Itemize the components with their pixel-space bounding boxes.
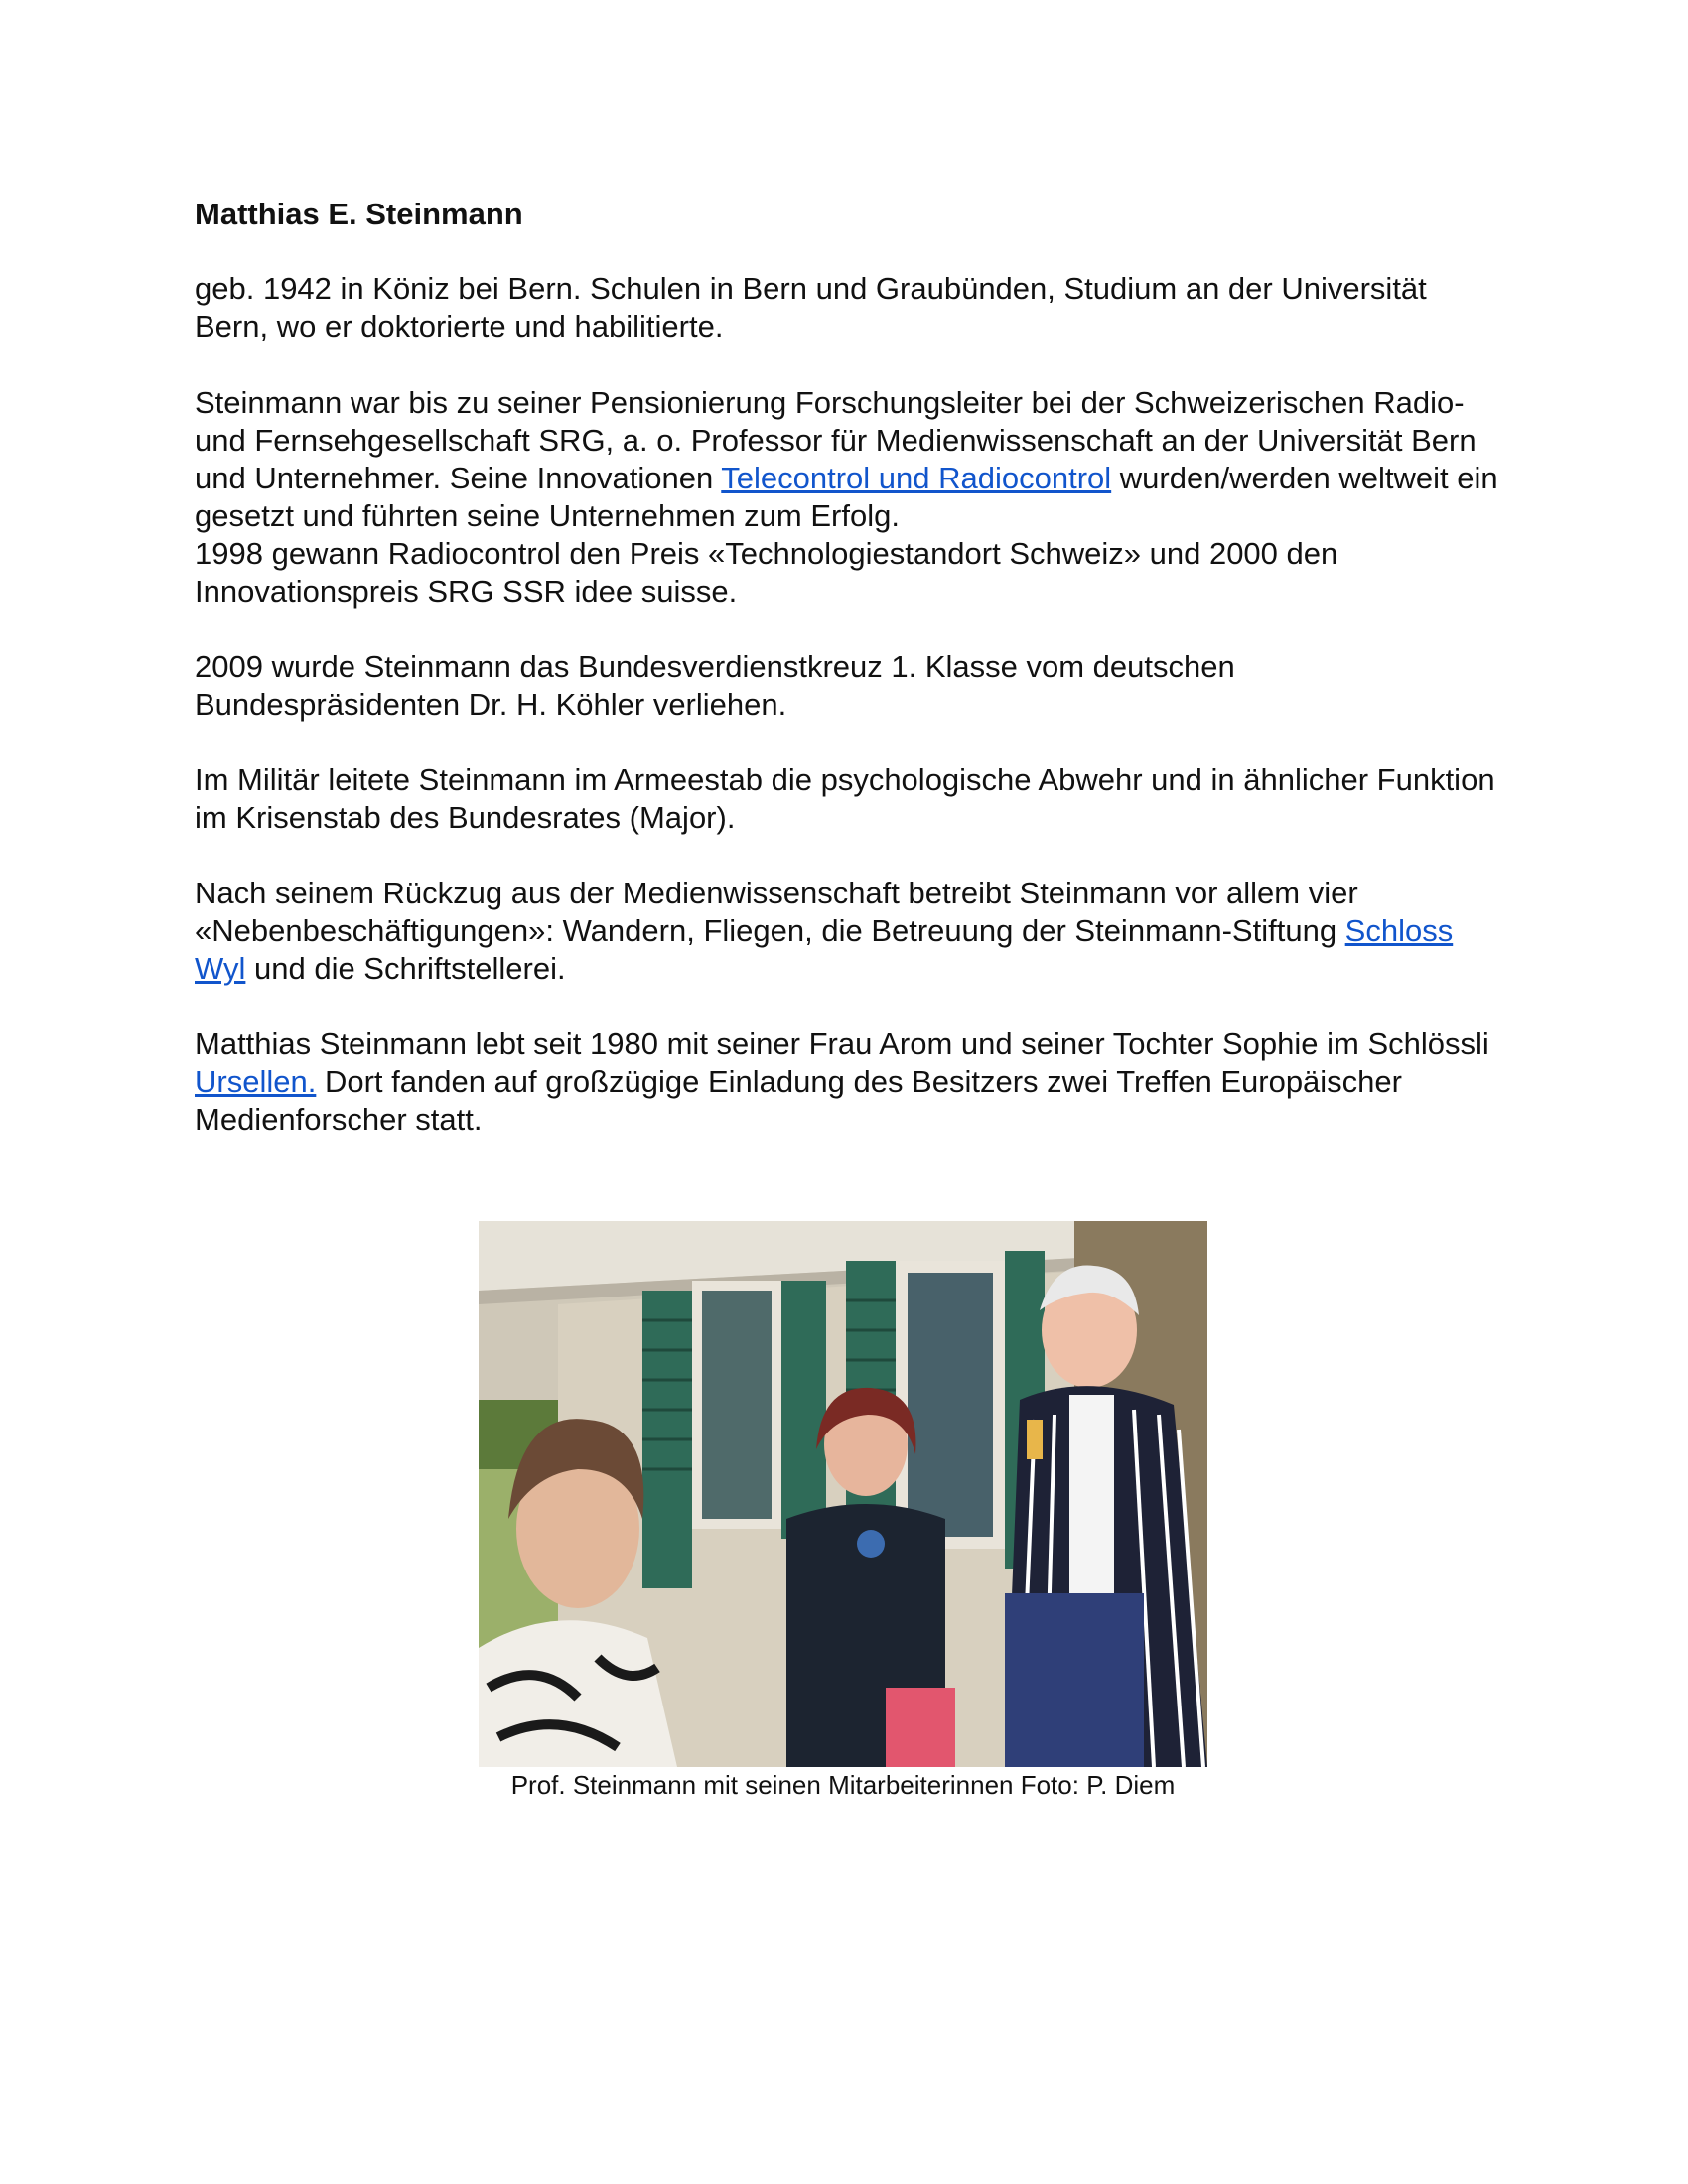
paragraph-birth: geb. 1942 in Köniz bei Bern. Schulen in Bern und Graubünden, Studium an der Universität Bern, wo er doktorierte und habilitierte. [195, 271, 1427, 343]
schloss-wyl-link[interactable]: Schloss Wyl [195, 913, 1454, 986]
group-photo-illustration [479, 1221, 1207, 1767]
career-awards-text: 1998 gewann Radiocontrol den Preis «Technologiestandort Schweiz» und 2000 den Innovationspreis SRG SSR idee suisse. [195, 536, 1338, 609]
paragraph-military: Im Militär leitete Steinmann im Armeestab die psychologische Abwehr und in ähnlicher Funktion im Krisenstab des Bundesrates (Major). [195, 762, 1495, 835]
residence-text-end: Dort fanden auf großzügige Einladung des Besitzers zwei Treffen Europäischer Medienforscher statt. [195, 1064, 1402, 1137]
ursellen-link[interactable]: Ursellen. [195, 1064, 317, 1099]
career-text-start: Steinmann war bis zu seiner Pensionierung Forschungsleiter bei der Schweizerischen Radio- und Fernsehgesellschaft SRG, a. o. Professor für Medienwissenschaft an der Universität Bern und Unternehmer. Seine Innovationen [195, 385, 1477, 495]
photo-caption: Prof. Steinmann mit seinen Mitarbeiterinnen Foto: P. Diem [510, 1770, 1176, 1800]
group-photo [479, 1221, 1207, 1767]
retirement-text-end: und die Schriftstellerei. [245, 951, 566, 986]
retirement-text-start: Nach seinem Rückzug aus der Medienwissenschaft betreibt Steinmann vor allem vier «Nebenbeschäftigungen»: Wandern, Fliegen, die Betreuung der Steinmann-Stiftung [195, 876, 1358, 948]
page-title: Matthias E. Steinmann [195, 197, 523, 231]
paragraph-retirement [195, 875, 1505, 988]
paragraph-award: 2009 wurde Steinmann das Bundesverdienstkreuz 1. Klasse vom deutschen Bundespräsidenten Dr. H. Köhler verliehen. [195, 649, 1235, 722]
paragraph-career [195, 384, 1505, 611]
residence-text-start: Matthias Steinmann lebt seit 1980 mit seiner Frau Arom und seiner Tochter Sophie im Schlössli [195, 1026, 1489, 1061]
telecontrol-radiocontrol-link[interactable]: Telecontrol und Radiocontrol [721, 461, 1112, 495]
career-text-end: wurden/werden weltweit ein gesetzt und führten seine Unternehmen zum Erfolg. [195, 461, 1498, 533]
paragraph-residence [195, 1025, 1505, 1139]
